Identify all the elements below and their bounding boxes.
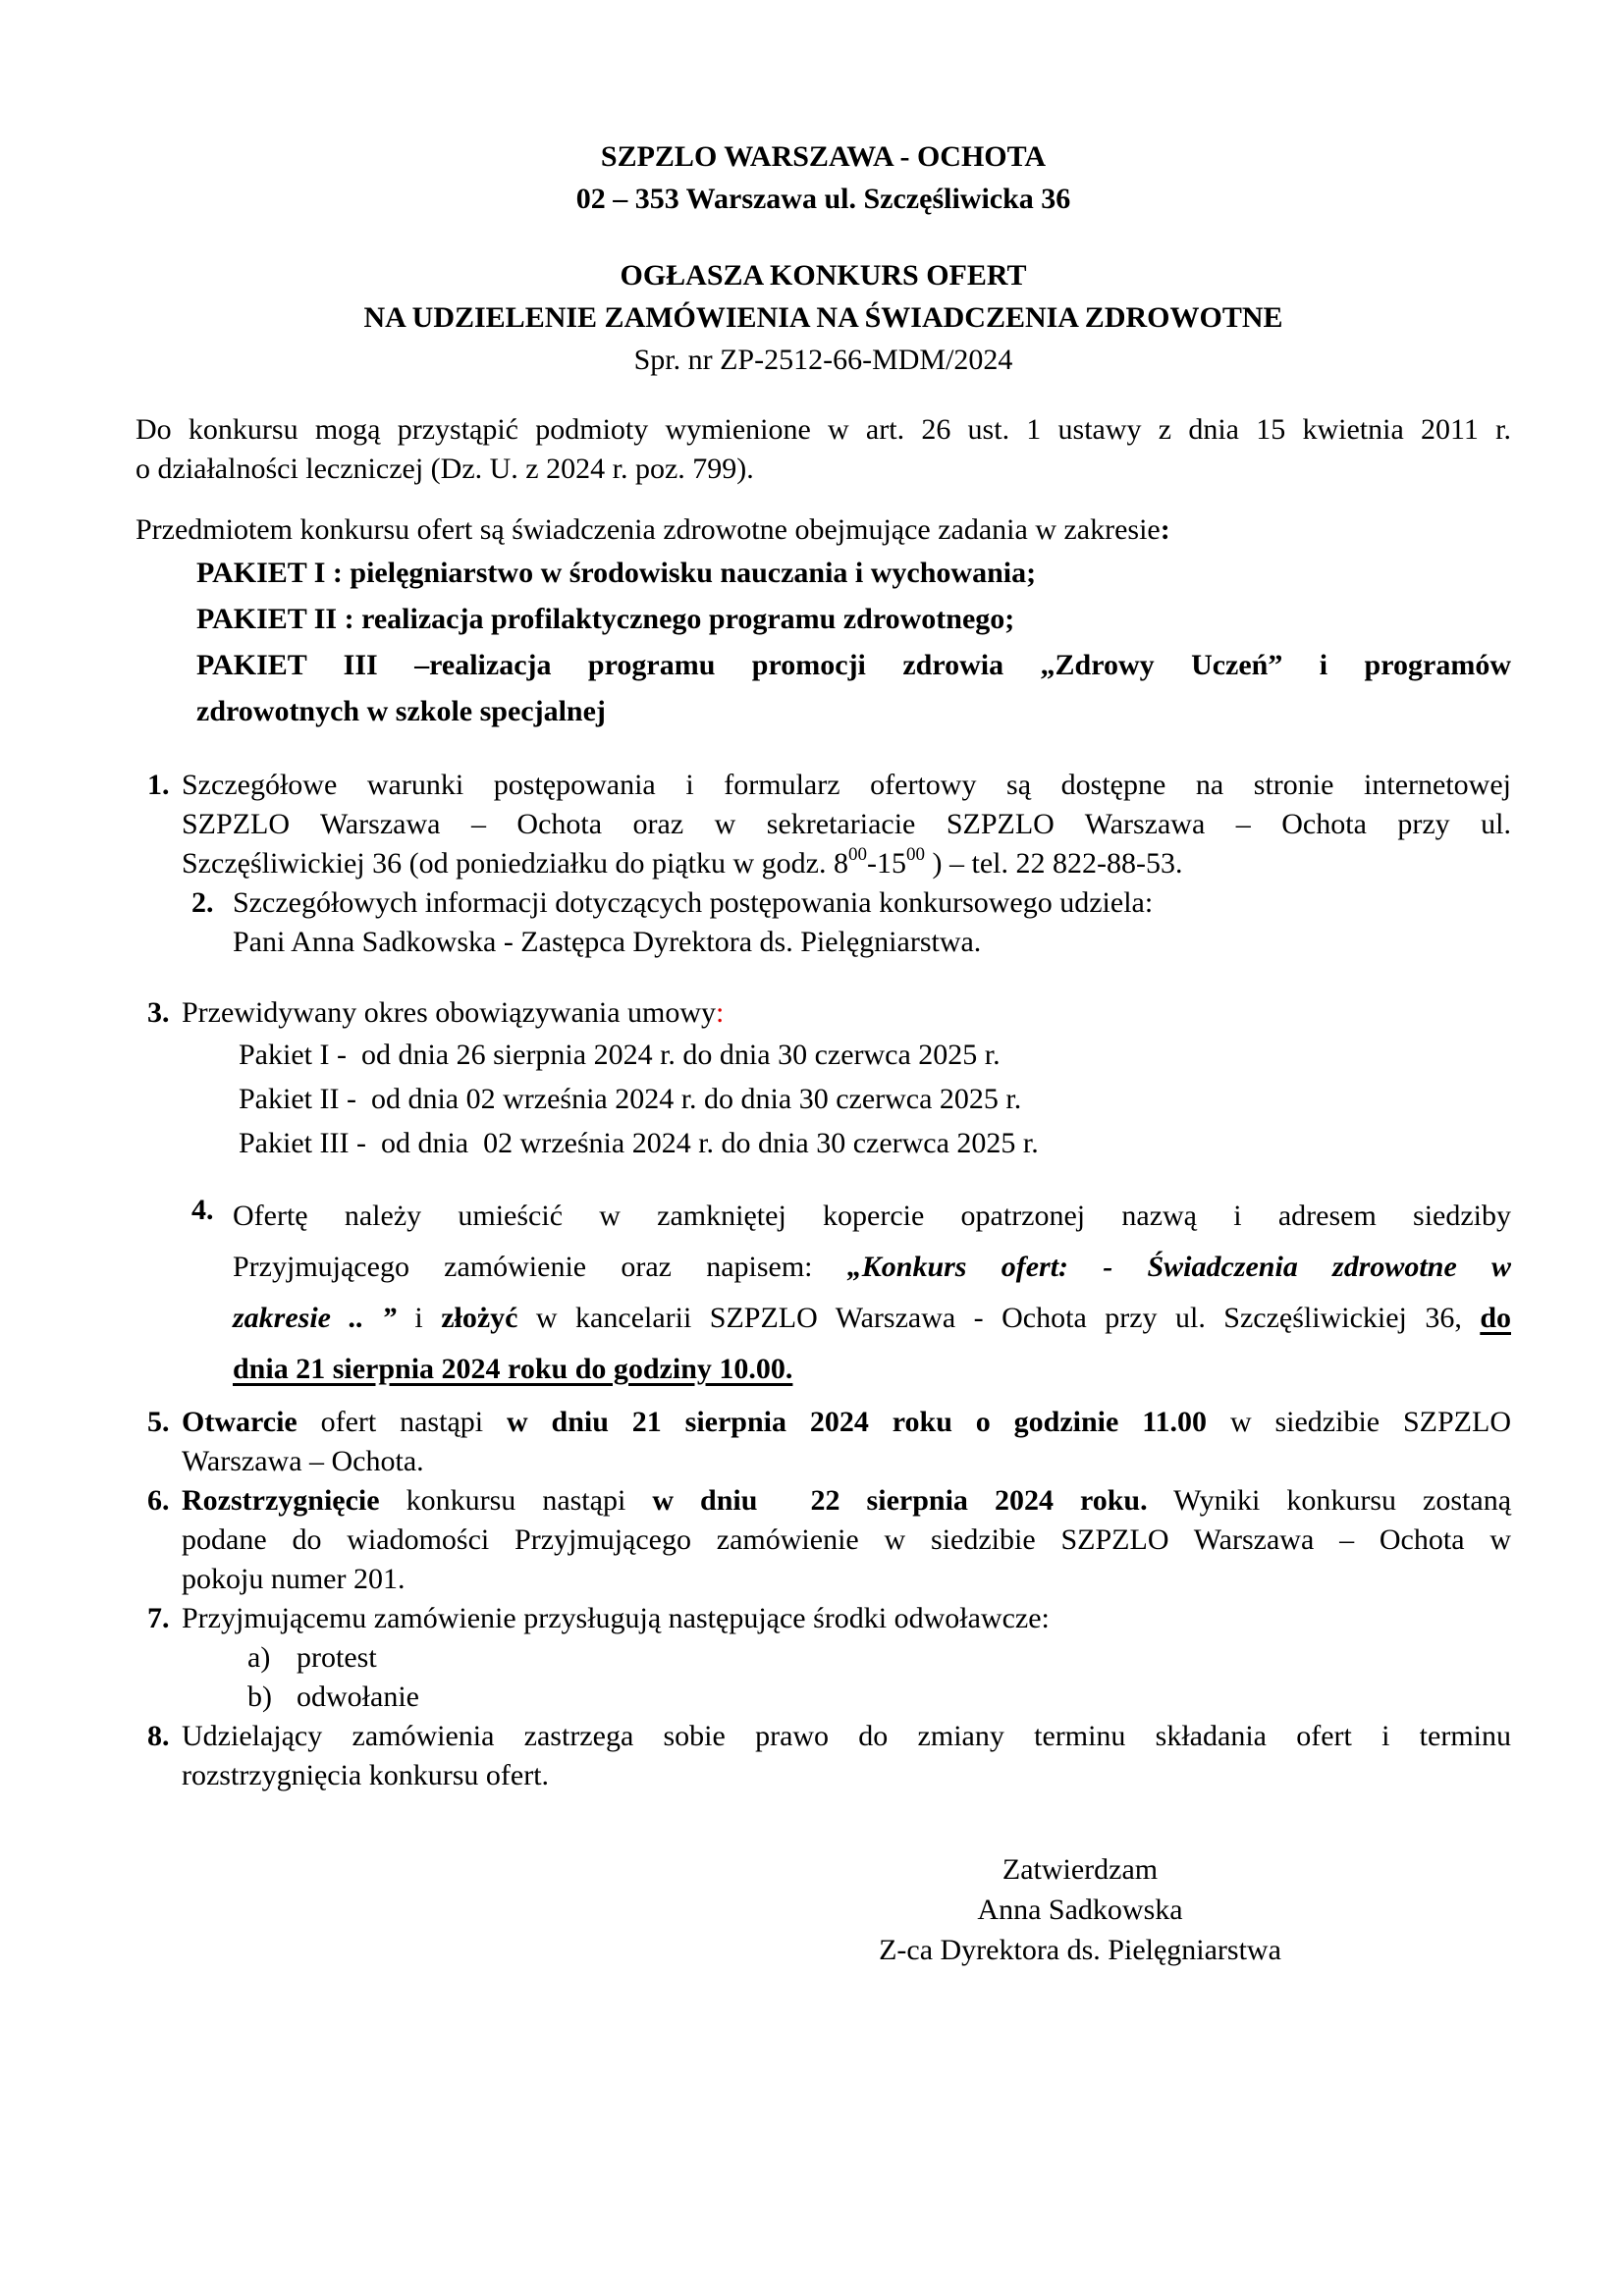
deadline-emphasis-start: do xyxy=(1480,1302,1511,1334)
item-1-line-2: SZPZLO Warszawa – Ochota oraz w sekretariacie SZPZLO Warszawa – Ochota przy ul. xyxy=(182,808,1511,840)
contract-period-pakiet-3: Pakiet III - od dnia 02 września 2024 r. do dnia 30 czerwca 2025 r. xyxy=(239,1127,1039,1159)
item-1-number: 1. xyxy=(147,769,170,801)
item-5-line-2: Warszawa – Ochota. xyxy=(182,1445,424,1477)
list-item-4 xyxy=(135,1191,1511,1395)
intro-paragraph xyxy=(135,410,1511,489)
list-item-6 xyxy=(135,1481,1511,1599)
item-1-line-1: Szczegółowe warunki postępowania i formularz ofertowy są dostępne na stronie internetowej xyxy=(182,769,1511,801)
item-5-line-1: Otwarcie ofert nastąpi w dniu 21 sierpnia 2024 roku o godzinie 11.00 w siedzibie SZPZLO xyxy=(182,1406,1511,1438)
list-item-2 xyxy=(135,883,1511,962)
sub-a-text: protest xyxy=(297,1641,377,1674)
item-6-line-1: Rozstrzygnięcie konkursu nastąpi w dniu 22 sierpnia 2024 roku. Wyniki konkursu zostaną xyxy=(182,1484,1512,1517)
contract-period-pakiet-1: Pakiet I - od dnia 26 sierpnia 2024 r. do dnia 30 czerwca 2025 r. xyxy=(239,1039,1001,1071)
subject-lead-colon: : xyxy=(1160,513,1170,546)
announcement-line1: OGŁASZA KONKURS OFERT xyxy=(620,259,1027,292)
resolution-date-emphasis: w dniu 22 sierpnia 2024 roku. xyxy=(652,1484,1148,1517)
item-2-number: 2. xyxy=(191,886,214,919)
org-name: SZPZLO WARSZAWA - OCHOTA xyxy=(600,140,1047,173)
resolution-emphasis: Rozstrzygnięcie xyxy=(182,1484,380,1517)
envelope-inscription: „Konkurs ofert: - Świadczenia zdrowotne w xyxy=(846,1251,1511,1283)
item-4-line-2: Przyjmującego zamówienie oraz napisem: „Konkurs ofert: - Świadczenia zdrowotne w xyxy=(233,1251,1511,1283)
item-4-line-1: Ofertę należy umieścić w zamkniętej kopercie opatrzonej nazwą i adresem siedziby xyxy=(233,1200,1511,1232)
list-item-3 xyxy=(135,993,1511,1165)
numbered-list xyxy=(135,766,1511,1795)
approval-label: Zatwierdzam xyxy=(1001,1853,1159,1886)
appeal-option-a xyxy=(247,1638,1511,1678)
appeal-option-b xyxy=(247,1678,1511,1717)
subject-block xyxy=(135,510,1511,734)
item-8-number: 8. xyxy=(147,1720,170,1752)
case-number: Spr. nr ZP-2512-66-MDM/2024 xyxy=(633,344,1013,376)
item-5-number: 5. xyxy=(147,1406,170,1438)
item-2-line-1: Szczegółowych informacji dotyczących postępowania konkursowego udziela: xyxy=(233,886,1154,919)
item-7-line-1: Przyjmującemu zamówienie przysługują następujące środki odwoławcze: xyxy=(182,1602,1050,1634)
item-7-number: 7. xyxy=(147,1602,170,1634)
opening-date-emphasis: w dniu 21 sierpnia 2024 roku o godzinie 11.00 xyxy=(506,1406,1208,1438)
item-6-line-3: pokoju numer 201. xyxy=(182,1563,406,1595)
sub-b-text: odwołanie xyxy=(297,1681,419,1713)
hours-superscript: 00 xyxy=(906,844,925,865)
pakiet-3-line-2: zdrowotnych w szkole specjalnej xyxy=(196,695,606,727)
red-colon: : xyxy=(716,996,725,1029)
submit-emphasis: złożyć xyxy=(441,1302,518,1334)
pakiet-1-line: PAKIET I : pielęgniarstwo w środowisku nauczania i wychowania; xyxy=(196,557,1037,589)
list-item-5 xyxy=(135,1403,1511,1481)
contract-period-pakiet-2: Pakiet II - od dnia 02 września 2024 r. do dnia 30 czerwca 2025 r. xyxy=(239,1083,1022,1115)
list-item-8 xyxy=(135,1717,1511,1795)
list-item-7 xyxy=(135,1599,1511,1717)
item-3-heading: Przewidywany okres obowiązywania umowy: xyxy=(182,996,725,1029)
announcement-line2: NA UDZIELENIE ZAMÓWIENIA NA ŚWIADCZENIA ZDROWOTNE xyxy=(363,301,1283,334)
item-8-line-2: rozstrzygnięcia konkursu ofert. xyxy=(182,1759,550,1791)
approval-block xyxy=(776,1849,1384,1970)
item-2-line-2: Pani Anna Sadkowska - Zastępca Dyrektora ds. Pielęgniarstwa. xyxy=(233,926,982,958)
deadline-emphasis: dnia 21 sierpnia 2024 roku do godziny 10.00. xyxy=(233,1353,793,1385)
announcement-block xyxy=(135,254,1511,381)
item-1-line-3: Szczęśliwickiej 36 (od poniedziałku do piątku w godz. $8^{00}-15^{00}$ ) – tel. 22 822-88-53. xyxy=(182,844,1183,880)
item-4-line-3: zakresie .. ” i złożyć w kancelarii SZPZLO Warszawa - Ochota przy ul. Szczęśliwickiej 36, do xyxy=(233,1302,1511,1334)
subject-lead: Przedmiotem konkursu ofert są świadczenia zdrowotne obejmujące zadania w zakresie: xyxy=(135,513,1170,546)
sub-a-label: a) xyxy=(247,1641,271,1674)
item-6-number: 6. xyxy=(147,1484,170,1517)
pakiet-2-line: PAKIET II : realizacja profilaktycznego programu zdrowotnego; xyxy=(196,603,1015,635)
header-block xyxy=(135,135,1511,381)
sub-b-label: b) xyxy=(247,1681,272,1713)
org-address: 02 – 353 Warszawa ul. Szczęśliwicka 36 xyxy=(575,183,1071,215)
item-4-line-4 xyxy=(233,1344,1511,1395)
list-item-1 xyxy=(135,766,1511,883)
intro-line-1: Do konkursu mogą przystąpić podmioty wymienione w art. 26 ust. 1 ustawy z dnia 15 kwietnia 2011 r. xyxy=(135,413,1511,446)
pakiet-list xyxy=(196,550,1511,734)
item-8-line-1: Udzielający zamówienia zastrzega sobie prawo do zmiany terminu składania ofert i terminu xyxy=(182,1720,1511,1752)
item-3-number: 3. xyxy=(147,996,170,1029)
approver-name: Anna Sadkowska xyxy=(977,1894,1183,1926)
pakiet-3-line-1: PAKIET III –realizacja programu promocji zdrowia „Zdrowy Uczeń” i programów xyxy=(196,649,1511,681)
approver-title: Z-ca Dyrektora ds. Pielęgniarstwa xyxy=(879,1934,1281,1966)
item-4-number: 4. xyxy=(191,1194,214,1226)
intro-line-2: o działalności leczniczej (Dz. U. z 2024 r. poz. 799). xyxy=(135,453,754,485)
hours-superscript: 00 xyxy=(848,844,867,865)
opening-emphasis: Otwarcie xyxy=(182,1406,298,1438)
item-6-line-2: podane do wiadomości Przyjmującego zamówienie w siedzibie SZPZLO Warszawa – Ochota w xyxy=(182,1523,1511,1556)
